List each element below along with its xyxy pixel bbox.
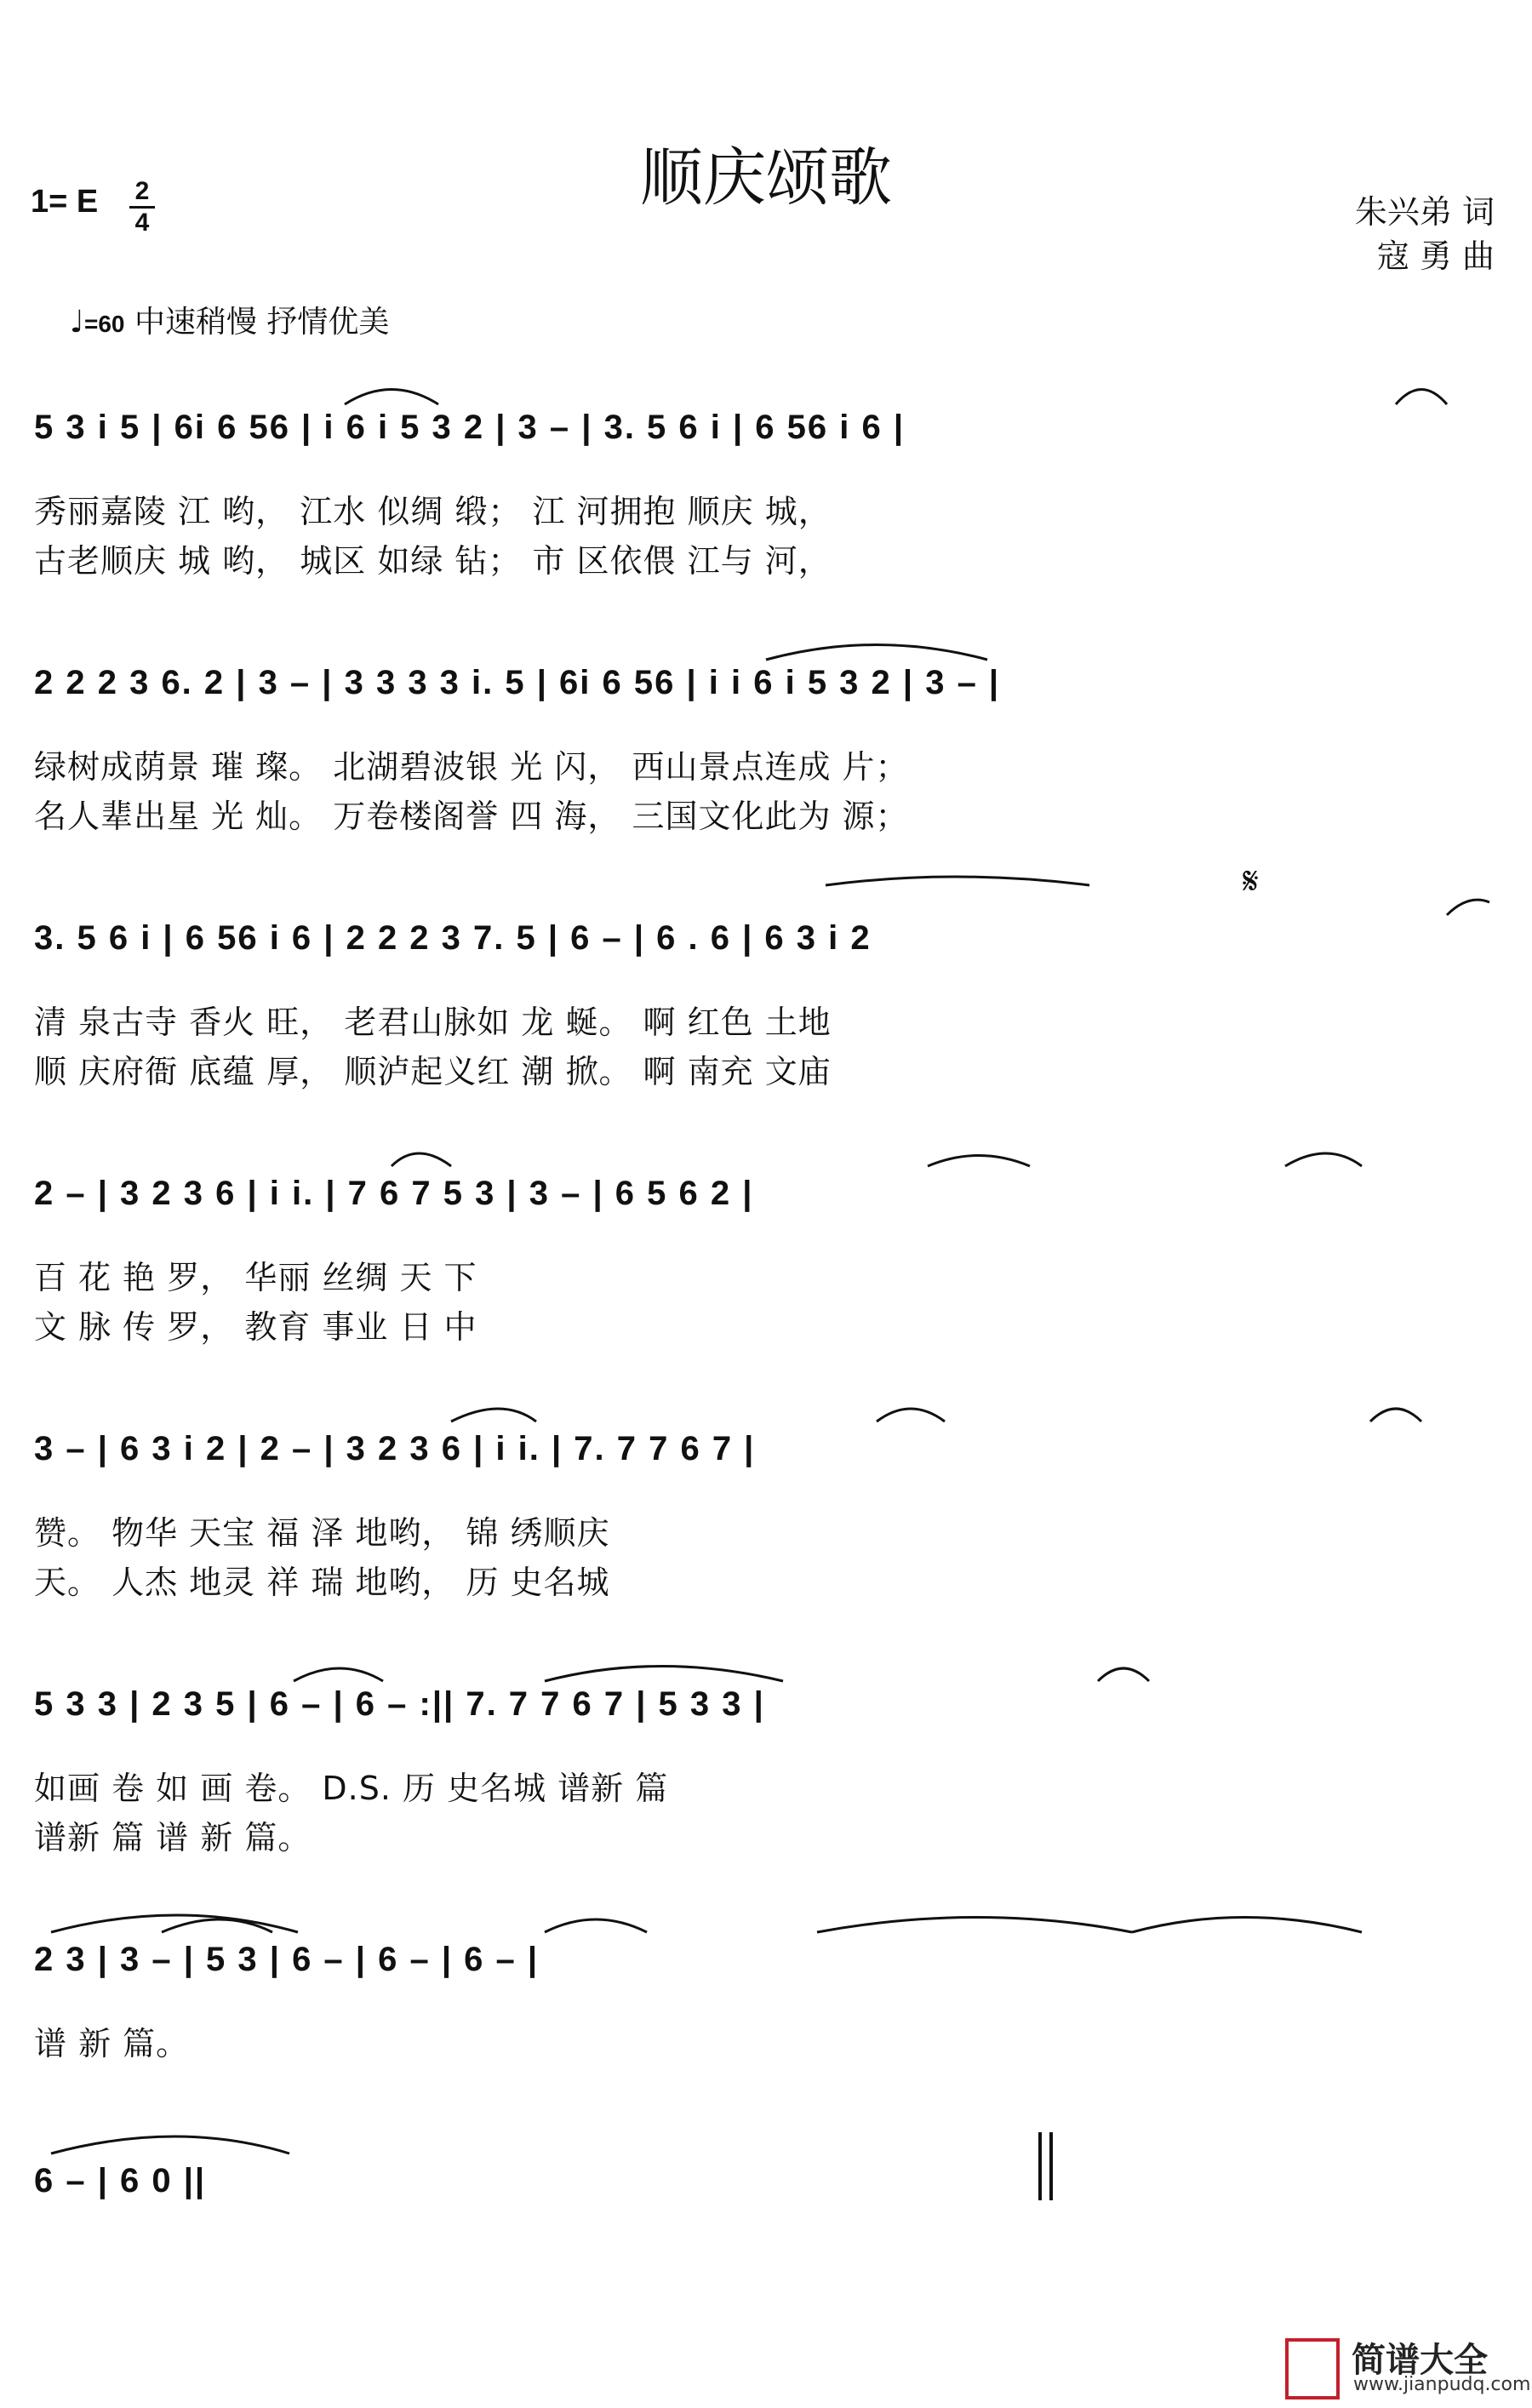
logo-url: www.jianpudq.com	[1353, 2374, 1531, 2395]
composer-credit: 寇 勇 曲	[1376, 237, 1495, 275]
time-signature	[129, 177, 155, 237]
lyric-verse-1: 百 花 艳 罗， 华丽 丝绸 天 下	[34, 1259, 477, 1296]
lyric-verse-2: 谱新 篇 谱 新 篇。	[34, 1819, 312, 1856]
lyric-verse-2: 古老顺庆 城 哟， 城区 如绿 钻； 市 区依偎 江与 河，	[34, 542, 832, 580]
lyric-verse-2: 文 脉 传 罗， 教育 事业 日 中	[34, 1308, 477, 1346]
lyric-verse-1: 秀丽嘉陵 江 哟， 江水 似绸 缎； 江 河拥抱 顺庆 城，	[34, 493, 832, 530]
lyric-verse-2: 名人辈出星 光 灿。 万卷楼阁誉 四 海， 三国文化此为 源；	[34, 798, 909, 835]
lyric-verse-1: 谱 新 篇。	[34, 2025, 190, 2062]
lyric-verse-1: 如画 卷 如 画 卷。 D.S. 历 史名城 谱新 篇	[34, 1770, 669, 1807]
notation-line: 5 3 3 | 2 3 5 | 6 – | 6 – :|| 7. 7 7 6 7 | 5 3 3 |	[34, 1685, 765, 1723]
tempo-text: 中速稍慢 抒情优美	[134, 305, 390, 340]
tempo-bpm: =60	[83, 311, 125, 337]
lyricist-credit: 朱兴弟 词	[1354, 193, 1495, 231]
notation-line: 2 3 | 3 – | 5 3 | 6 – | 6 – | 6 – |	[34, 1941, 540, 1978]
lyric-verse-1: 清 泉古寺 香火 旺， 老君山脉如 龙 蜒。 啊 红色 土地	[34, 1004, 832, 1041]
segno-sign: 𝄋	[1243, 860, 1259, 903]
site-logo	[1285, 2331, 1531, 2399]
song-title: 顺庆颂歌	[640, 141, 892, 214]
meter-bottom: 4	[129, 206, 155, 237]
tempo-marking	[70, 298, 389, 341]
notation-line: 2 – | 3 2 3 6 | i i. | 7 6 7 5 3 | 3 – | 6 5 6 2 |	[34, 1175, 754, 1212]
lyric-verse-1: 赞。 物华 天宝 福 泽 地哟， 锦 绣顺庆	[34, 1514, 610, 1552]
notation-line: 3. 5 6 i | 6 56 i 6 | 2 2 2 3 7. 5 | 6 – | 6 . 6 | 6 3 i 2	[34, 919, 872, 957]
notation-line: 2 2 2 3 6. 2 | 3 – | 3 3 3 3 i. 5 | 6i 6 56 | i i 6 i 5 3 2 | 3 – |	[34, 664, 1001, 701]
lyric-verse-2: 顺 庆府衙 底蕴 厚， 顺泸起义红 潮 掀。 啊 南充 文庙	[34, 1053, 832, 1090]
notation-line: 6 – | 6 0 ||	[34, 2162, 207, 2199]
logo-name: 简谱大全	[1352, 2341, 1488, 2380]
piano-icon	[1285, 2338, 1340, 2399]
meter-top: 2	[134, 177, 150, 205]
lyric-verse-2: 天。 人杰 地灵 祥 瑞 地哟， 历 史名城	[34, 1564, 610, 1601]
notation-line: 3 – | 6 3 i 2 | 2 – | 3 2 3 6 | i i. | 7. 7 7 6 7 |	[34, 1430, 756, 1467]
quarter-note-icon: ♩	[70, 305, 84, 340]
lyric-verse-1: 绿树成荫景 璀 璨。 北湖碧波银 光 闪， 西山景点连成 片；	[34, 748, 909, 786]
notation-line: 5 3 i 5 | 6i 6 56 | i 6 i 5 3 2 | 3 – | 3. 5 6 i | 6 56 i 6 |	[34, 409, 906, 446]
key-signature: 1= E	[31, 184, 99, 220]
